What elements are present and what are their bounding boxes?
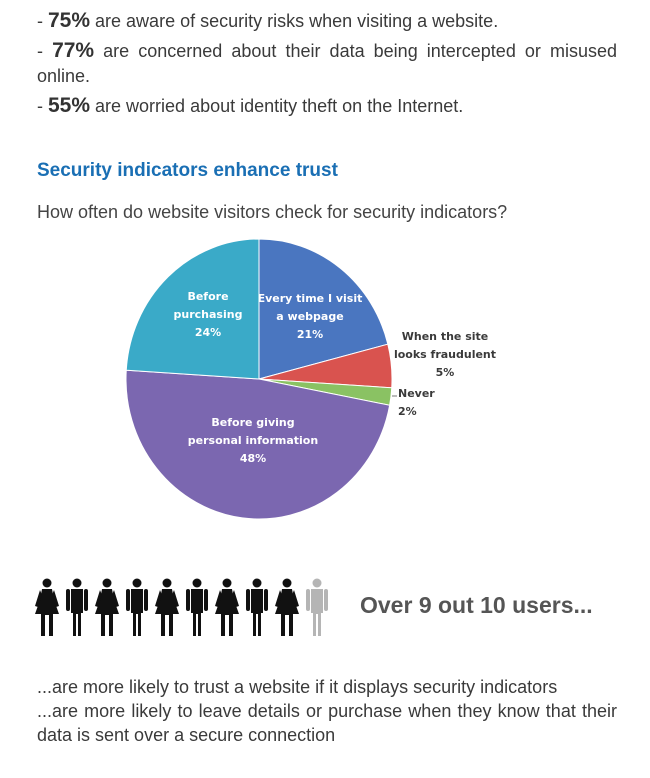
man-icon	[246, 579, 268, 637]
pie-slice-label: Never	[398, 387, 435, 400]
people-caption: Over 9 out 10 users...	[360, 592, 593, 618]
woman-icon	[95, 579, 119, 637]
stats-list	[37, 8, 617, 123]
woman-icon	[275, 579, 299, 637]
stat-percent: 55%	[48, 94, 91, 117]
section-subtitle: How often do website visitors check for security indicators?	[37, 202, 508, 222]
man-icon	[66, 579, 88, 637]
pie-value-label: 21%	[296, 328, 324, 341]
stat-line: - 77% are concerned about their data being intercepted or misused online.	[37, 39, 617, 86]
stat-percent: 77%	[52, 39, 95, 62]
section-title: Security indicators enhance trust	[37, 160, 338, 181]
pie-value-label: 2%	[398, 405, 417, 418]
footer-line: ...are more likely to leave details or purchase when they know that their data is sent over a secure connection	[37, 701, 617, 745]
pie-slice-label: Every time I visit	[257, 292, 363, 305]
woman-icon	[155, 579, 179, 637]
pie-slice-label: Before	[187, 290, 229, 303]
pie-slice-label: personal information	[187, 434, 319, 447]
stat-text: are aware of security risks when visiting a website.	[90, 11, 499, 31]
pie-slice-label: When the site	[401, 330, 489, 343]
pie-value-label: 24%	[194, 326, 222, 339]
pie-slice-label: purchasing	[173, 308, 243, 321]
woman-icon	[215, 579, 239, 637]
people-icon-row	[33, 578, 353, 640]
man-icon	[126, 579, 148, 637]
stat-text: are concerned about their data being intercepted or misused online.	[37, 41, 617, 86]
pie-slice-label: a webpage	[276, 310, 344, 323]
pie-value-label: 48%	[239, 452, 267, 465]
man-icon	[306, 579, 328, 637]
pie-chart	[0, 230, 650, 530]
stat-text: are worried about identity theft on the Internet.	[90, 96, 464, 116]
man-icon	[186, 579, 208, 637]
woman-icon	[35, 579, 59, 637]
pie-value-label: 5%	[435, 366, 455, 379]
pie-slice-label: Before giving	[211, 416, 295, 429]
stat-line: - 75% are aware of security risks when visiting a website.	[37, 9, 499, 32]
footer-line: ...are more likely to trust a website if it displays security indicators	[37, 677, 558, 697]
pie-slice-label: looks fraudulent	[393, 348, 497, 361]
stat-line: - 55% are worried about identity theft on the Internet.	[37, 94, 464, 117]
footer-text	[37, 675, 617, 747]
stat-percent: 75%	[48, 9, 91, 32]
